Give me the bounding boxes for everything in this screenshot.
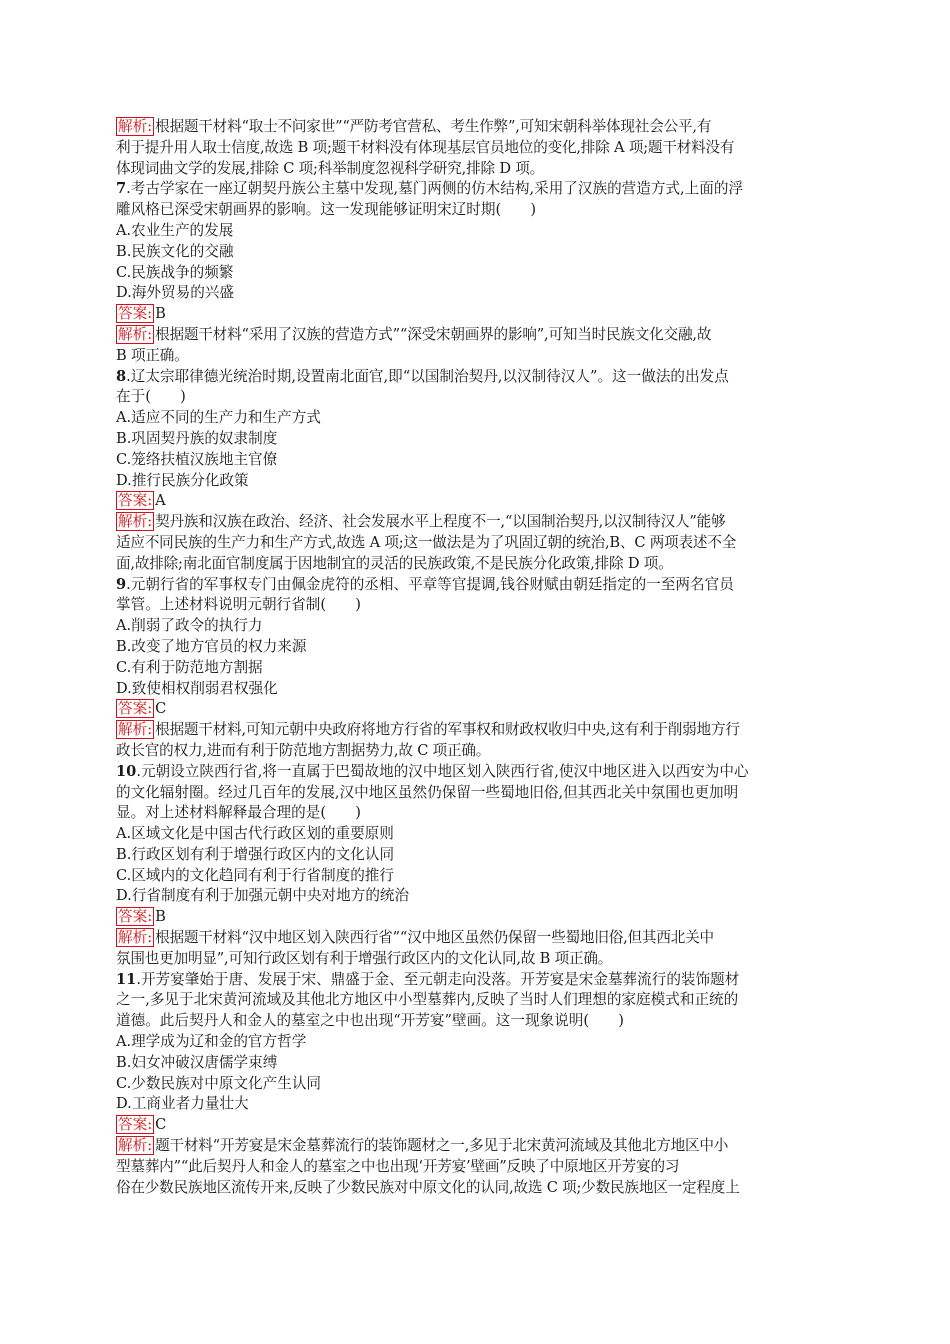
question-stem-text: 道德。此后契丹人和金人的墓室之中也出现“开芳宴”壁画。这一现象说明( ) — [116, 1012, 624, 1030]
answer-tag: 答案: — [118, 1116, 153, 1134]
answer-value: C — [155, 700, 167, 718]
analysis-text: 根据题干材料“采用了汉族的营造方式”“深受宋朝画界的影响”,可知当时民族文化交融,故 — [155, 325, 712, 343]
analysis-text: 面,故排除;南北面官制度属于因地制宜的灵活的民族政策,不是民族分化政策,排除 D 项。 — [116, 554, 673, 572]
analysis-line — [116, 346, 832, 367]
question-stem-line — [116, 575, 832, 596]
question-option: C.有利于防范地方割据 — [116, 658, 263, 676]
answer-tag: 答案: — [118, 908, 153, 926]
question-stem-line — [116, 990, 832, 1011]
question-option: A.适应不同的生产力和生产方式 — [116, 409, 321, 427]
analysis-text: 根据题干材料,可知元朝中央政府将地方行省的军事权和财政权收归中央,这有利于削弱地方行 — [155, 721, 740, 739]
analysis-line — [116, 1178, 832, 1199]
question-stem-text: 之一,多见于北宋黄河流域及其他北方地区中小型墓葬内,反映了当时人们理想的家庭模式和正统的 — [116, 991, 739, 1009]
question-stem-line — [116, 970, 832, 991]
analysis-text: 根据题干材料“取士不问家世”“严防考官营私、考生作弊”,可知宋朝科举体现社会公平,有 — [155, 118, 712, 135]
analysis-tag: 解析: — [118, 325, 153, 343]
question-stem-line — [116, 762, 832, 783]
answer-tag: 答案: — [118, 700, 153, 718]
answer-value: B — [155, 908, 166, 926]
question-option: B.民族文化的交融 — [116, 242, 234, 260]
analysis-line — [116, 928, 832, 949]
analysis-line — [116, 117, 832, 138]
analysis-line — [116, 533, 832, 554]
question-stem-text: 在于( ) — [116, 388, 186, 406]
question-stem-text: .开芳宴肇始于唐、发展于宋、鼎盛于金、至元朝走向没落。开芳宴是宋金墓葬流行的装饰题材 — [136, 970, 740, 988]
analysis-tag: 解析: — [118, 1137, 153, 1155]
answer-line — [116, 491, 832, 512]
question-stem-text: .元朝设立陕西行省,将一直属于巴蜀故地的汉中地区划入陕西行省,使汉中地区进入以西安为中心 — [136, 762, 749, 780]
answer-value: B — [155, 305, 166, 323]
question-option: C.笼络扶植汉族地主官僚 — [116, 450, 278, 468]
analysis-text: 氛围也更加明显”,可知行政区划有利于增强行政区内的文化认同,故 B 项正确。 — [116, 949, 613, 967]
analysis-tag: 解析: — [118, 513, 153, 531]
question-number: 11 — [116, 970, 137, 988]
analysis-text: 题干材料“开芳宴是宋金墓葬流行的装饰题材之一,多见于北宋黄河流域及其他北方地区中小 — [155, 1137, 729, 1155]
answer-value: A — [155, 492, 166, 510]
analysis-line — [116, 720, 832, 741]
answer-line — [116, 907, 832, 928]
analysis-text: 政长官的权力,进而有利于防范地方割据势力,故 C 项正确。 — [116, 741, 491, 759]
question-number: 8 — [116, 367, 127, 385]
analysis-line — [116, 138, 832, 159]
analysis-tag: 解析: — [118, 118, 153, 135]
question-option: D.推行民族分化政策 — [116, 471, 249, 489]
question-option: D.工商业者力量壮大 — [116, 1095, 249, 1113]
analysis-text: 根据题干材料“汉中地区划入陕西行省”“汉中地区虽然仍保留一些蜀地旧俗,但其西北关中 — [155, 929, 714, 947]
question-stem-line — [116, 803, 832, 824]
question-number: 10 — [116, 762, 137, 780]
question-option: A.农业生产的发展 — [116, 221, 234, 239]
analysis-line — [116, 1157, 832, 1178]
analysis-tag: 解析: — [118, 721, 153, 739]
analysis-text: 型墓葬内”“此后契丹人和金人的墓室之中也出现‘开芳宴’壁画”反映了中原地区开芳宴的习 — [116, 1157, 680, 1175]
analysis-text: 体现词曲文学的发展,排除 C 项;科举制度忽视科学研究,排除 D 项。 — [116, 159, 545, 177]
analysis-text: 契丹族和汉族在政治、经济、社会发展水平上程度不一,“以国制治契丹,以汉制待汉人”能够 — [155, 513, 726, 531]
question-stem-line — [116, 179, 832, 200]
analysis-text: 利于提升用人取士信度,故选 B 项;题干材料没有体现基层官员地位的变化,排除 A 项;题干材料没有 — [116, 138, 735, 156]
question-stem-text: 显。对上述材料解释最合理的是( ) — [116, 804, 361, 822]
question-stem-line — [116, 1011, 832, 1032]
question-option: B.行政区划有利于增强行政区内的文化认同 — [116, 845, 395, 863]
question-option: C.区域内的文化趋同有利于行省制度的推行 — [116, 866, 394, 884]
analysis-line — [116, 325, 832, 346]
question-stem-text: 雕风格已深受宋朝画界的影响。这一发现能够证明宋辽时期( ) — [116, 201, 537, 219]
question-stem-line — [116, 367, 832, 388]
question-stem-text: 的文化辐射圈。经过几百年的发展,汉中地区虽然仍保留一些蜀地旧俗,但其西北关中氛围也更加明 — [116, 783, 739, 801]
document-page — [116, 117, 832, 1198]
question-option: A.理学成为辽和金的官方哲学 — [116, 1033, 307, 1051]
question-option: D.行省制度有利于加强元朝中央对地方的统治 — [116, 887, 410, 905]
answer-line — [116, 699, 832, 720]
question-option: D.海外贸易的兴盛 — [116, 284, 234, 302]
question-stem-line — [116, 783, 832, 804]
analysis-text: B 项正确。 — [116, 346, 189, 364]
question-option: A.削弱了政令的执行力 — [116, 617, 263, 635]
answer-value: C — [155, 1116, 167, 1134]
question-stem-text: .考古学家在一座辽朝契丹族公主墓中发现,墓门两侧的仿木结构,采用了汉族的营造方式,上面的浮 — [126, 180, 744, 198]
question-stem-line — [116, 387, 832, 408]
question-stem-line — [116, 595, 832, 616]
question-option: B.改变了地方官员的权力来源 — [116, 637, 307, 655]
analysis-text: 适应不同民族的生产力和生产方式,故选 A 项;这一做法是为了巩固辽朝的统治,B、C 两项表述不全 — [116, 533, 737, 551]
question-option: D.致使相权削弱君权强化 — [116, 679, 278, 697]
answer-line — [116, 1115, 832, 1136]
question-stem-text: .元朝行省的军事权专门由佩金虎符的丞相、平章等官提调,钱谷财赋由朝廷指定的一至两名官员 — [126, 575, 734, 593]
question-option: A.区域文化是中国古代行政区划的重要原则 — [116, 825, 394, 843]
question-stem-text: 掌管。上述材料说明元朝行省制( ) — [116, 596, 361, 614]
analysis-text: 俗在少数民族地区流传开来,反映了少数民族对中原文化的认同,故选 C 项;少数民族地区一定程度上 — [116, 1178, 740, 1196]
question-number: 9 — [116, 575, 127, 593]
analysis-tag: 解析: — [118, 929, 153, 947]
analysis-line — [116, 741, 832, 762]
answer-tag: 答案: — [118, 305, 153, 323]
answer-line — [116, 304, 832, 325]
question-option: B.妇女冲破汉唐儒学束缚 — [116, 1053, 278, 1071]
analysis-line — [116, 554, 832, 575]
answer-tag: 答案: — [118, 492, 153, 510]
question-option: B.巩固契丹族的奴隶制度 — [116, 429, 278, 447]
analysis-line — [116, 159, 832, 180]
question-option: C.少数民族对中原文化产生认同 — [116, 1074, 322, 1092]
analysis-line — [116, 512, 832, 533]
question-option: C.民族战争的频繁 — [116, 263, 234, 281]
question-stem-text: .辽太宗耶律德光统治时期,设置南北面官,即“以国制治契丹,以汉制待汉人”。这一做法的出发点 — [126, 367, 729, 385]
analysis-line — [116, 1136, 832, 1157]
analysis-line — [116, 949, 832, 970]
question-number: 7 — [116, 180, 127, 198]
question-stem-line — [116, 200, 832, 221]
